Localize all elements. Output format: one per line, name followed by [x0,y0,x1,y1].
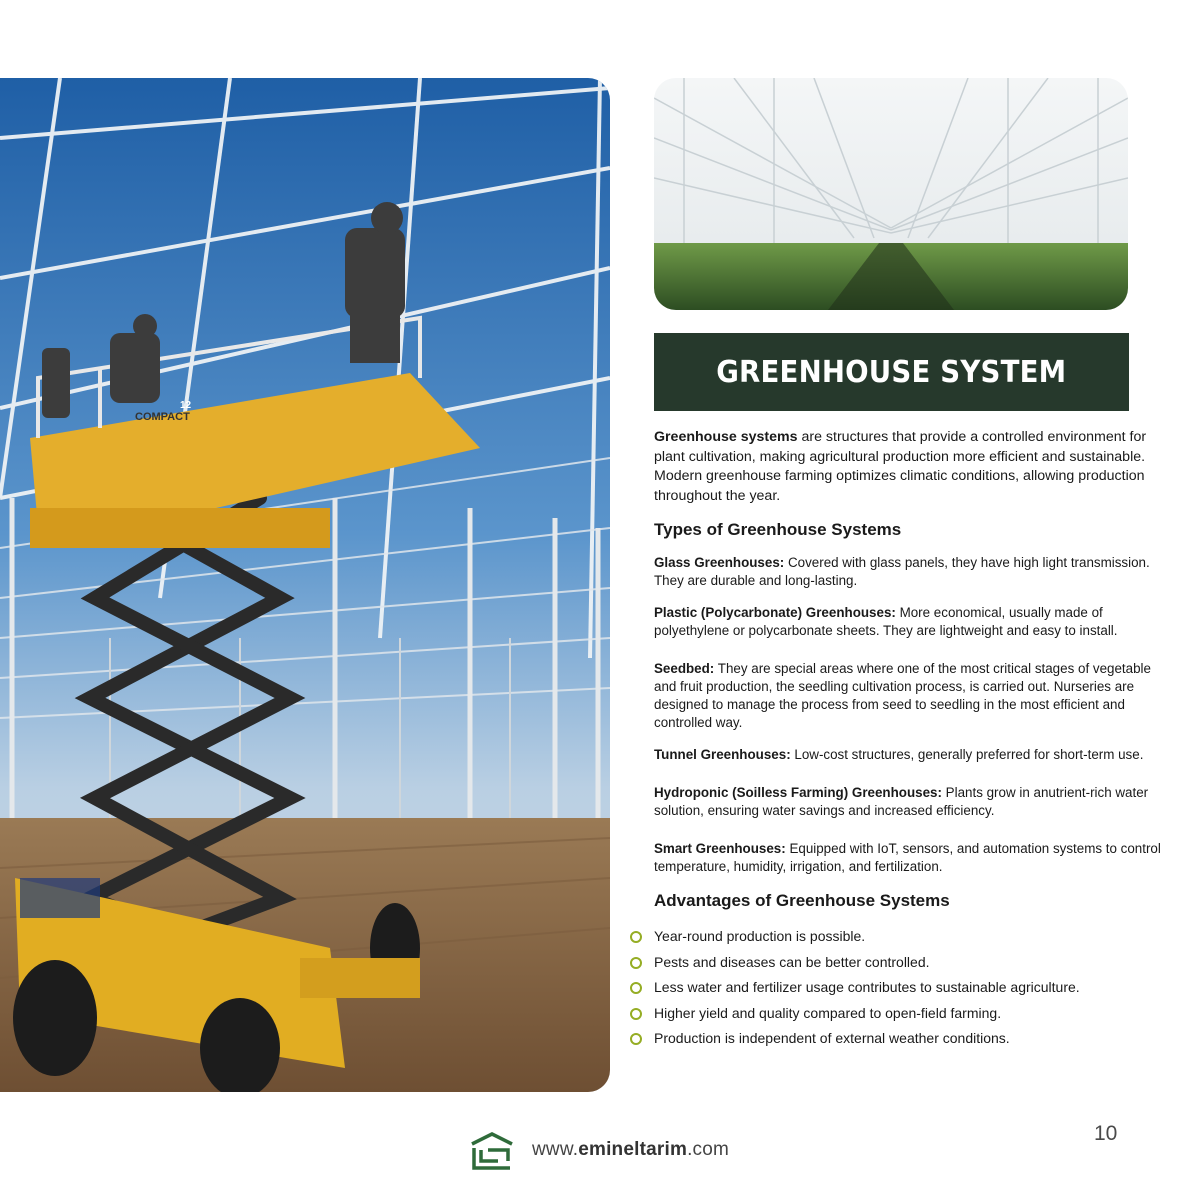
circle-bullet-icon [630,1033,642,1045]
circle-bullet-icon [630,931,642,943]
greenhouse-interior-photo [654,78,1128,310]
scissor-lift-photo [0,78,610,1092]
type-text: More economical, usually made of polyethylene or polycarbonate sheets. They are lightweight and easy to install. [654,605,1118,638]
type-item-smart [654,840,1174,876]
list-item [654,1001,1174,1027]
intro-paragraph [654,428,1174,506]
advantages-list [654,924,1174,1052]
list-item [654,1026,1174,1052]
company-logo-icon [470,1130,514,1170]
greenhouse-interior-illustration [654,78,1128,310]
type-name: Glass Greenhouses: [654,555,785,570]
url-suffix: .com [687,1139,730,1160]
footer [470,1130,729,1170]
url-brand: emineltarim [578,1139,688,1160]
content-column [654,428,1174,1052]
type-name: Tunnel Greenhouses: [654,747,791,762]
list-item [654,924,1174,950]
list-item [654,950,1174,976]
types-heading: Types of Greenhouse Systems [654,520,902,539]
scissor-lift-illustration [0,78,610,1092]
advantages-heading: Advantages of Greenhouse Systems [654,891,950,910]
type-text: They are special areas where one of the most critical stages of vegetable and fruit production, the seedling cultivation process, is carried out. Nurseries are designed to manage the process from seed to seedling in the most efficient and controlled way. [654,661,1151,730]
lift-brand-label: COMPACT [135,411,190,423]
advantage-text: Production is independent of external weather conditions. [654,1030,1010,1046]
intro-text: are structures that provide a controlled environment for plant cultivation, making agricultural production more efficient and sustainable. Modern greenhouse farming optimizes climatic conditions, allowing production throughout the year. [654,429,1147,504]
type-text: Plants grow in anutrient-rich water solution, ensuring water savings and increased efficiency. [654,785,1149,818]
type-name: Seedbed: [654,661,715,676]
advantage-text: Less water and fertilizer usage contributes to sustainable agriculture. [654,979,1080,995]
circle-bullet-icon [630,1008,642,1020]
advantage-text: Year-round production is possible. [654,928,866,944]
type-item-glass [654,554,1174,590]
title-banner [654,333,1129,411]
url-prefix: www. [532,1139,579,1160]
advantage-text: Higher yield and quality compared to open-field farming. [654,1004,1002,1021]
type-text: Low-cost structures, generally preferred for short-term use. [790,747,1144,762]
type-item-tunnel [654,746,1174,764]
list-item [654,975,1174,1001]
circle-bullet-icon [630,957,642,969]
type-name: Hydroponic (Soilless Farming) Greenhouses: [654,785,942,800]
lift-model-label: 12 [180,400,192,411]
website-link[interactable] [532,1139,729,1161]
advantage-text: Pests and diseases can be better controlled. [654,953,930,970]
type-text: Equipped with IoT, sensors, and automation systems to control temperature, humidity, irrigation, and fertilization. [654,841,1161,874]
intro-lead: Greenhouse systems [654,429,798,445]
type-text: Covered with glass panels, they have high light transmission. They are durable and long-lasting. [654,555,1150,588]
type-item-seedbed [654,660,1174,732]
page-title: GREENHOUSE SYSTEM [716,354,1067,390]
page-number: 10 [1094,1122,1118,1145]
type-item-plastic [654,604,1174,640]
type-name: Plastic (Polycarbonate) Greenhouses: [654,605,896,620]
type-name: Smart Greenhouses: [654,841,786,856]
circle-bullet-icon [630,982,642,994]
type-item-hydroponic [654,784,1174,820]
